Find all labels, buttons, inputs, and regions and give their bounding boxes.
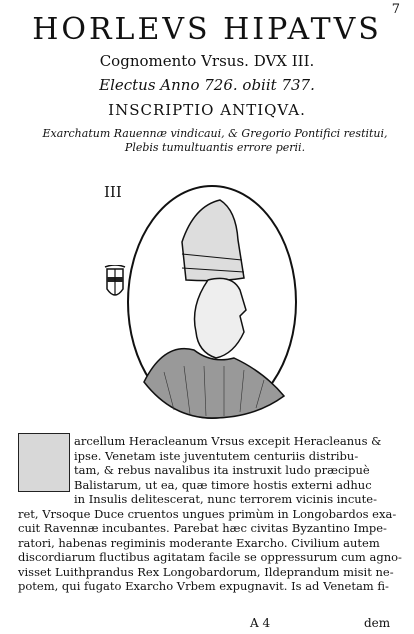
inscription-heading: INSCRIPTIO ANTIQVA. — [108, 101, 306, 119]
page-number: 7 — [391, 2, 400, 17]
body-line: ipse. Venetam iste juventutem centuriis distribu- — [74, 448, 359, 463]
subtitle: Cognomento Vrsus. DVX III. — [99, 52, 315, 70]
body-line: discordiarum fluctibus agitatam facile se oppressurum cum agno- — [18, 550, 402, 564]
signature-mark: A 4 — [250, 616, 271, 630]
body-line: potem, qui fugato Exarcho Vrbem expugnavit. Is ad Venetam fi- — [18, 579, 389, 593]
body-line: tam, & rebus navalibus ita instruxit ludo præcipuè — [74, 463, 370, 477]
inscription-line: Exarchatum Rauennæ vindicaui, & Gregorio Pontifici restitui, — [42, 127, 388, 140]
body-line: arcellum Heracleanum Vrsus excepit Heracleanus & — [74, 434, 382, 448]
body-line: visset Luithprandus Rex Longobardorum, Ildeprandum misit ne- — [18, 564, 394, 579]
body-text — [18, 434, 406, 594]
body-line: ratori, habenas regiminis moderante Exarcho. Civilium autem — [18, 535, 380, 550]
catchword: dem — [364, 616, 391, 630]
plate-number: III — [104, 183, 122, 201]
doge-portrait — [124, 182, 300, 422]
body-line: Balistarum, ut ea, quæ timore hostis externi adhuc — [74, 477, 372, 492]
inscription-text — [40, 127, 390, 155]
inscription-line: Plebis tumultuantis errore perii. — [124, 141, 306, 154]
election-dates: Electus Anno 726. obiit 737. — [99, 76, 315, 94]
page-title: HORLEVS HIPATVS — [32, 12, 382, 47]
body-line: ret, Vrsoque Duce cruentos ungues primùm in Longobardos exa- — [18, 506, 397, 521]
body-line: in Insulis delitescerat, nunc terrorem vicinis incute- — [74, 492, 377, 506]
body-line: cuit Ravennæ incubantes. Parebat hæc civitas Byzantino Impe- — [18, 521, 387, 535]
